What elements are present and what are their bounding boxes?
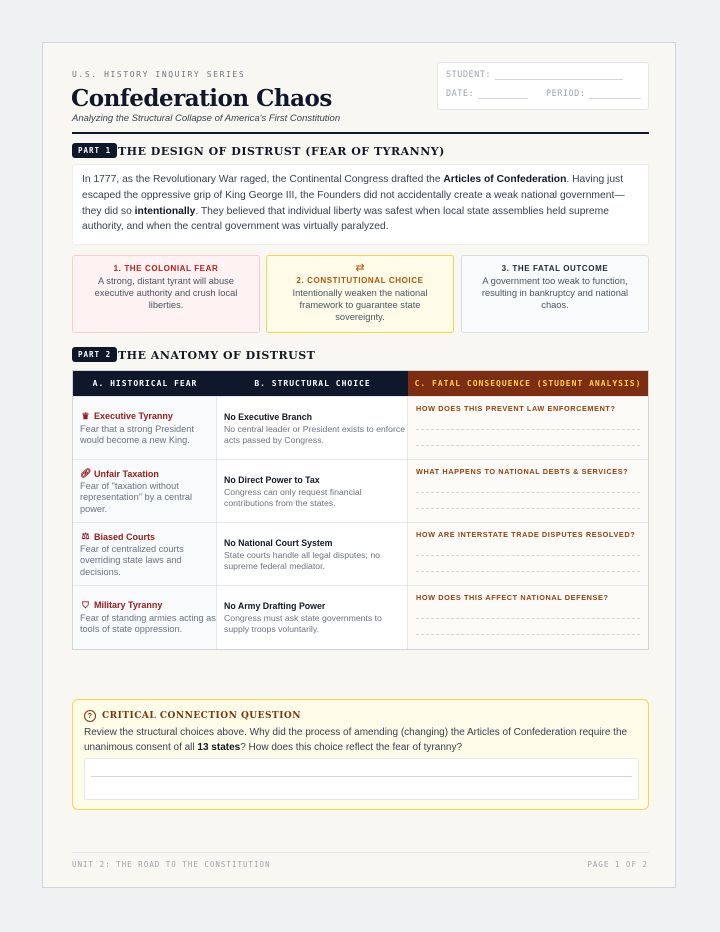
consequence-cell [408,460,648,523]
table-header [73,371,648,396]
analysis-question: HOW DOES THIS AFFECT NATIONAL DEFENSE? [416,593,609,602]
flow-body: A government too weak to function, resulting in bankruptcy and national chaos. [481,276,629,310]
answer-line [91,776,632,777]
answer-line[interactable] [416,555,640,556]
flow-body: Intentionally weaken the national framework to guarantee state sovereignty. [292,288,428,322]
series-label: U.S. HISTORY INQUIRY SERIES [72,70,246,79]
part1-intro: In 1777, as the Revolutionary War raged, the Continental Congress drafted the Articles of Confederation. Having just escaped the oppressive grip of King George III, the Founders did not accidentally create a weak national government—they did so intentionally. They believed that individual liberty was safest when local state assemblies held supreme authority, and when the central government was virtually paralyzed. [72,164,649,245]
fear-desc: Fear of centralized courts overriding state laws and decisions. [80,544,184,577]
anatomy-table [72,370,649,650]
col-header-consequence: C. FATAL CONSEQUENCE (STUDENT ANALYSIS) [408,371,648,396]
critical-answer-box[interactable] [84,758,639,800]
choice-desc: State courts handle all legal disputes; no supreme federal mediator. [224,549,380,571]
fear-title: Military Tyranny [94,600,163,611]
choice-cell [217,397,408,460]
page-title: Confederation Chaos [71,85,332,112]
analysis-question: HOW DOES THIS PREVENT LAW ENFORCEMENT? [416,404,616,413]
fear-desc: Fear that a strong President would become a new King. [80,423,194,445]
worksheet-page [42,42,676,888]
footer-divider [72,852,649,853]
swap-arrows-icon: ⇄ [355,262,365,274]
fear-title: Executive Tyranny [94,411,173,422]
crown-icon: ♛ [81,410,90,421]
consequence-cell [408,523,648,586]
answer-line[interactable] [416,429,640,430]
consequence-cell [408,586,648,649]
answer-line[interactable] [416,571,640,572]
part2-title: THE ANATOMY OF DISTRUST [118,349,316,362]
choice-title: No National Court System [224,537,333,548]
table-row [73,522,648,586]
fear-desc: Fear of "taxation without representation" by a central power. [80,481,193,514]
scales-icon: ⚖ [81,531,90,542]
choice-desc: Congress can only request financial contributions from the states. [224,486,362,508]
fear-cell [73,523,217,586]
part1-tag: PART 1 [72,143,117,158]
answer-line[interactable] [416,508,640,509]
flow-heading: 2. CONSTITUTIONAL CHOICE [296,276,424,285]
fear-title: Biased Courts [94,531,156,542]
student-label: STUDENT: [446,70,491,80]
part1-title: THE DESIGN OF DISTRUST (FEAR OF TYRANNY) [118,145,445,158]
analysis-question: WHAT HAPPENS TO NATIONAL DEBTS & SERVICES? [416,467,629,476]
period-row [546,89,641,99]
choice-cell [217,460,408,523]
consequence-cell [408,397,648,460]
date-row [446,89,528,99]
shield-icon: ⛉ [82,599,89,610]
critical-question-box [72,699,649,810]
date-label: DATE: [446,89,475,99]
flow-card-fear [72,255,260,333]
table-row [73,459,648,523]
student-field[interactable] [495,71,623,80]
choice-title: No Executive Branch [224,411,312,422]
page-subtitle: Analyzing the Structural Collapse of America's First Constitution [72,113,341,124]
link-icon: 🔗︎ [80,468,92,479]
question-circle-icon: ? [84,710,96,722]
col-header-fear: A. HISTORICAL FEAR [92,379,198,388]
fear-cell [73,460,217,523]
flow-card-choice [266,255,454,333]
table-row [73,396,648,460]
choice-title: No Army Drafting Power [224,600,326,611]
critical-title: CRITICAL CONNECTION QUESTION [102,711,301,721]
flow-heading: 3. THE FATAL OUTCOME [501,264,609,273]
choice-desc: Congress must ask state governments to supply troops voluntarily. [224,612,382,634]
choice-title: No Direct Power to Tax [224,474,320,485]
col-header-choice: B. STRUCTURAL CHOICE [254,379,371,388]
answer-line[interactable] [416,445,640,446]
period-field[interactable] [589,90,641,99]
fear-desc: Fear of standing armies acting as tools of state oppression. [80,612,216,634]
analysis-question: HOW ARE INTERSTATE TRADE DISPUTES RESOLVED? [416,530,636,539]
fear-cell [73,397,217,460]
period-label: PERIOD: [546,89,586,99]
flow-body: A strong, distant tyrant will abuse executive authority and crush local liberties. [94,276,238,310]
date-field[interactable] [478,90,528,99]
fear-title: Unfair Taxation [94,468,159,479]
answer-line[interactable] [416,492,640,493]
choice-cell [217,586,408,649]
fear-cell [73,586,217,649]
student-row [446,70,623,80]
footer-page-number: PAGE 1 OF 2 [587,860,648,869]
critical-prompt: Review the structural choices above. Why did the process of amending (changing) the Articles of Confederation require the unanimous consent of all 13 states? How does this choice reflect the fear of tyranny? [84,727,628,753]
choice-cell [217,523,408,586]
student-info-box [437,62,649,110]
footer-unit: UNIT 2: THE ROAD TO THE CONSTITUTION [72,860,271,869]
answer-line[interactable] [416,618,640,619]
table-row [73,585,648,649]
part2-tag: PART 2 [72,347,117,362]
header-divider [72,132,649,134]
flow-heading: 1. THE COLONIAL FEAR [113,264,219,273]
choice-desc: No central leader or President exists to enforce acts passed by Congress. [224,423,406,445]
answer-line[interactable] [416,634,640,635]
flow-card-outcome [461,255,649,333]
